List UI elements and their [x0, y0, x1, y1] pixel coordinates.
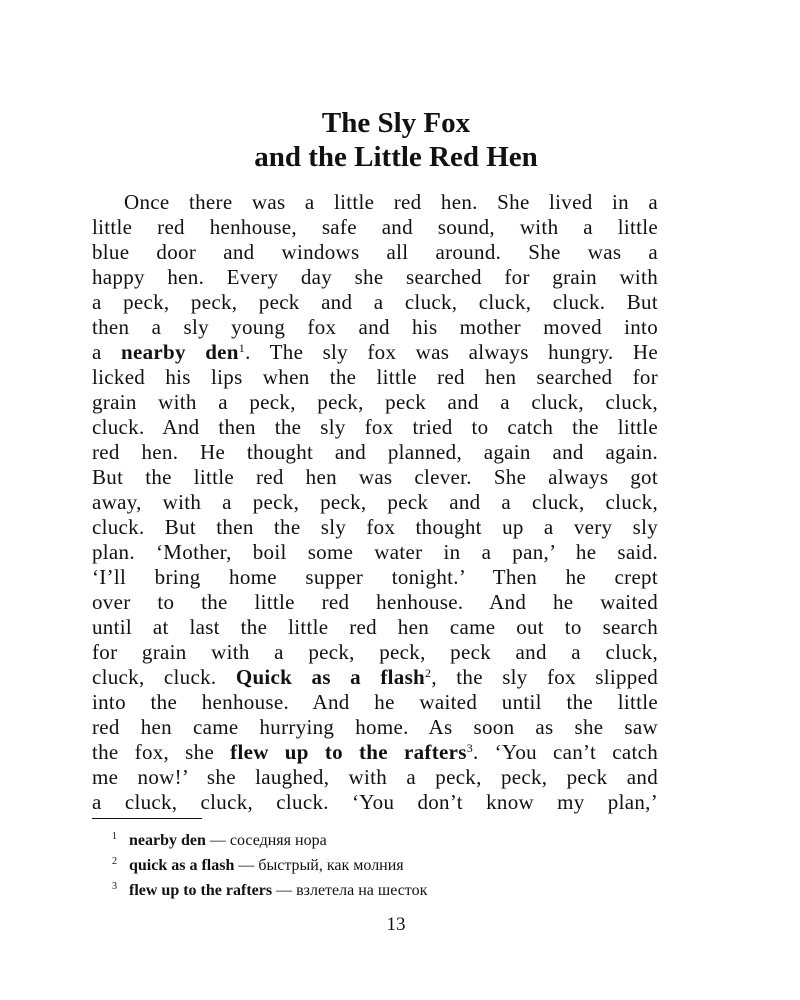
- story-line-with-footnote-1: a nearby den$^1$. The sly fox was always hungry. He: [92, 340, 659, 364]
- story-line: into the henhouse. And he waited until the little: [92, 690, 658, 714]
- story-line: over to the little red henhouse. And he waited: [92, 590, 658, 614]
- story-line: away, with a peck, peck, peck and a cluck, cluck,: [92, 490, 658, 514]
- story-line: little red henhouse, safe and sound, with a little: [92, 215, 658, 239]
- story-body: [92, 190, 658, 815]
- glossary-term: flew up to the rafters: [230, 740, 467, 764]
- story-line: red hen. He thought and planned, again and again.: [92, 440, 658, 464]
- footnote-item: [112, 826, 427, 851]
- footnotes: [112, 826, 427, 901]
- story-line: But the little red hen was clever. She always got: [92, 465, 658, 489]
- footnote-translation: — соседняя нора: [205, 832, 327, 849]
- title-line-1: The Sly Fox: [321, 107, 471, 139]
- glossary-term: Quick as a flash: [235, 665, 426, 689]
- story-line: then a sly young fox and his mother moved into: [92, 315, 658, 339]
- footnote-translation: — быстрый, как молния: [234, 857, 404, 874]
- story-line: blue door and windows all around. She was a: [92, 240, 658, 264]
- footnote-term: nearby den: [129, 832, 206, 849]
- footnote-item: [112, 851, 427, 876]
- footnote-term: flew up to the rafters: [129, 882, 273, 899]
- title-line-2: and the Little Red Hen: [254, 141, 538, 173]
- footnote-divider: [92, 818, 202, 819]
- story-line: grain with a peck, peck, peck and a cluck, cluck,: [92, 390, 658, 414]
- footnote-ref: 1: [238, 341, 246, 355]
- glossary-term: nearby den: [121, 340, 239, 364]
- story-line: happy hen. Every day she searched for grain with: [92, 265, 658, 289]
- footnote-ref: 2: [425, 666, 432, 680]
- footnote-item: [112, 876, 427, 901]
- story-line: a cluck, cluck, cluck. ‘You don’t know my plan,’: [92, 790, 658, 814]
- footnote-translation: — взлетела на шесток: [272, 882, 428, 899]
- story-line: a peck, peck, peck and a cluck, cluck, cluck. But: [92, 290, 658, 314]
- story-title: [0, 106, 776, 174]
- story-line: cluck. But then the sly fox thought up a very sly: [92, 515, 658, 539]
- story-line: for grain with a peck, peck, peck and a cluck,: [92, 640, 658, 664]
- footnote-number: 3: [112, 881, 117, 892]
- page-number: 13: [386, 914, 406, 935]
- story-line: Once there was a little red hen. She lived in a: [124, 190, 658, 214]
- footnote-number: 1: [112, 831, 117, 842]
- footnote-number: 2: [112, 856, 117, 867]
- story-line: ‘I’ll bring home supper tonight.’ Then he crept: [92, 565, 658, 589]
- story-line: plan. ‘Mother, boil some water in a pan,’ he said.: [92, 540, 658, 564]
- story-line: licked his lips when the little red hen searched for: [92, 365, 658, 389]
- story-line: until at last the little red hen came out to search: [92, 615, 658, 639]
- story-line: me now!’ she laughed, with a peck, peck, peck and: [92, 765, 658, 789]
- story-line: red hen came hurrying home. As soon as she saw: [92, 715, 658, 739]
- story-line: cluck. And then the sly fox tried to catch the little: [92, 415, 658, 439]
- footnote-term: quick as a flash: [129, 857, 235, 874]
- story-line-with-footnote-2: cluck, cluck. Quick as a flash$^2$, the sly fox slipped: [92, 665, 659, 689]
- footnote-ref: 3: [466, 741, 474, 755]
- story-line-with-footnote-3: the fox, she flew up to the rafters$^3$. ‘You can’t catch: [92, 740, 658, 764]
